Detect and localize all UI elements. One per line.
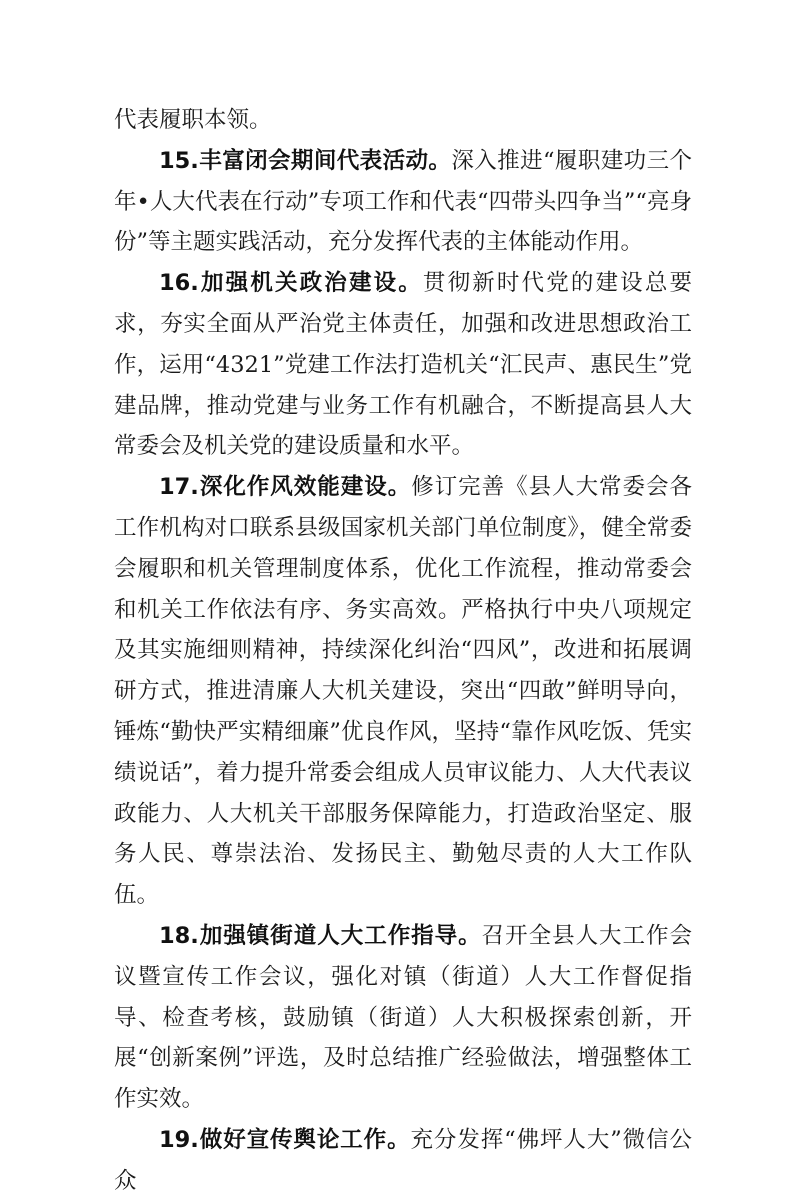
paragraph-heading: 19.做好宣传舆论工作。 <box>159 1126 411 1153</box>
paragraph-body: 深入推进“履职建功三个年•人大代表在行动”专项工作和代表“四带头四争当”“亮身份”等主题实践活动，充分发挥代表的主体能动作用。 <box>114 147 692 256</box>
paragraph-body: 修订完善《县人大常委会各工作机构对口联系县级国家机关部门单位制度》，健全常委会履职和机关管理制度体系，优化工作流程，推动常委会和机关工作依法有序、务实高效。严格执行中央八项规定及其实施细则精神，持续深化纠治“四风”，改进和拓展调研方式，推进清廉人大机关建设，突出“四敢”鲜明导向，锤炼“勤快严实精细廉”优良作风，坚持“靠作风吃饭、凭实绩说话”，着力提升常委会组成人员审议能力、人大代表议政能力、人大机关干部服务保障能力，打造政治坚定、服务人民、尊崇法治、发扬民主、勤勉尽责的人大工作队伍。 <box>114 474 692 909</box>
paragraph-body: 召开全县人大工作会议暨宣传工作会议，强化对镇（街道）人大工作督促指导、检查考核，鼓励镇（街道）人大积极探索创新，开展“创新案例”评选，及时总结推广经验做法，增强整体工作实效。 <box>114 922 692 1113</box>
document-body <box>114 100 692 1202</box>
paragraph-item-19 <box>114 1120 692 1202</box>
paragraph-body: 贯彻新时代党的建设总要求，夯实全面从严治党主体责任，加强和改进思想政治工作，运用“4321”党建工作法打造机关“汇民声、惠民生”党建品牌，推动党建与业务工作有机融合，不断提高县人大常委会及机关党的建设质量和水平。 <box>114 270 692 460</box>
paragraph-heading: 18.加强镇街道人大工作指导。 <box>159 922 482 949</box>
paragraph-item-18 <box>114 916 692 1120</box>
paragraph-heading: 17.深化作风效能建设。 <box>159 474 412 501</box>
paragraph-item-16 <box>114 263 692 467</box>
paragraph-heading: 16.加强机关政治建设。 <box>159 270 423 297</box>
paragraph-item-17 <box>114 467 692 916</box>
paragraph-item-15 <box>114 141 692 263</box>
paragraph-heading: 15.丰富闭会期间代表活动。 <box>159 147 452 174</box>
paragraph-continuation <box>114 100 692 141</box>
paragraph-body: 代表履职本领。 <box>114 107 272 133</box>
paragraph-body: 充分发挥“佛坪人大”微信公众 <box>114 1126 692 1194</box>
